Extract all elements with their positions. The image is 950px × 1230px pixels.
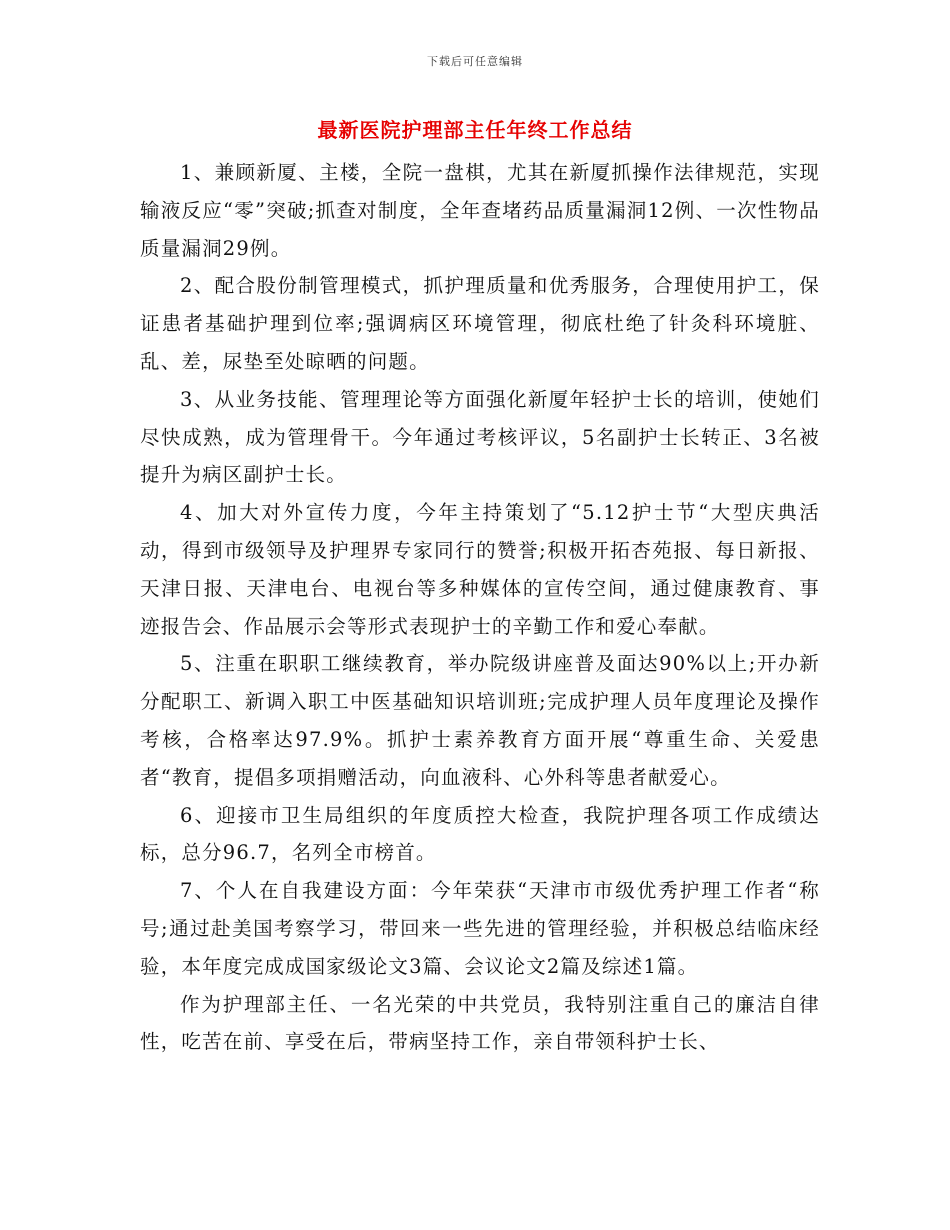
header-note: 下载后可任意编辑 xyxy=(427,55,523,68)
paragraph-4: 4、加大对外宣传力度，今年主持策划了“5.12护士节“大型庆典活动，得到市级领导及护理界专家同行的赞誉;积极开拓杏苑报、每日新报、天津日报、天津电台、电视台等多种媒体的宣传空间，通过健康教育、事迹报告会、作品展示会等形式表现护士的辛勤工作和爱心奉献。 xyxy=(140,501,820,638)
paragraph-7: 7、个人在自我建设方面：今年荣获“天津市市级优秀护理工作者“称号;通过赴美国考察学习，带回来一些先进的管理经验，并积极总结临床经验，本年度完成成国家级论文3篇、会议论文2篇及综述1篇。 xyxy=(140,879,820,978)
document-title: 最新医院护理部主任年终工作总结 xyxy=(317,118,633,142)
paragraph-1: 1、兼顾新厦、主楼，全院一盘棋，尤其在新厦抓操作法律规范，实现输液反应“零”突破;抓查对制度，全年查堵药品质量漏洞12例、一次性物品质量漏洞29例。 xyxy=(140,161,820,260)
paragraph-5: 5、注重在职职工继续教育，举办院级讲座普及面达90%以上;开办新分配职工、新调入职工中医基础知识培训班;完成护理人员年度理论及操作考核，合格率达97.9%。抓护士素养教育方面开展“尊重生命、关爱患者“教育，提倡多项捐赠活动，向血液科、心外科等患者献爱心。 xyxy=(140,652,820,789)
paragraph-3: 3、从业务技能、管理理论等方面强化新厦年轻护士长的培训，使她们尽快成熟，成为管理骨干。今年通过考核评议，5名副护士长转正、3名被提升为病区副护士长。 xyxy=(140,387,820,487)
paragraph-2: 2、配合股份制管理模式，抓护理质量和优秀服务，合理使用护工，保证患者基础护理到位率;强调病区环境管理，彻底杜绝了针灸科环境脏、乱、差，尿垫至处晾晒的问题。 xyxy=(140,274,820,373)
paragraph-6: 6、迎接市卫生局组织的年度质控大检查，我院护理各项工作成绩达标，总分96.7，名列全市榜首。 xyxy=(140,803,820,865)
paragraph-8: 作为护理部主任、一名光荣的中共党员，我特别注重自己的廉洁自律性，吃苦在前、享受在后，带病坚持工作，亲自带领科护士长、 xyxy=(140,992,820,1054)
document-body xyxy=(140,154,820,1061)
